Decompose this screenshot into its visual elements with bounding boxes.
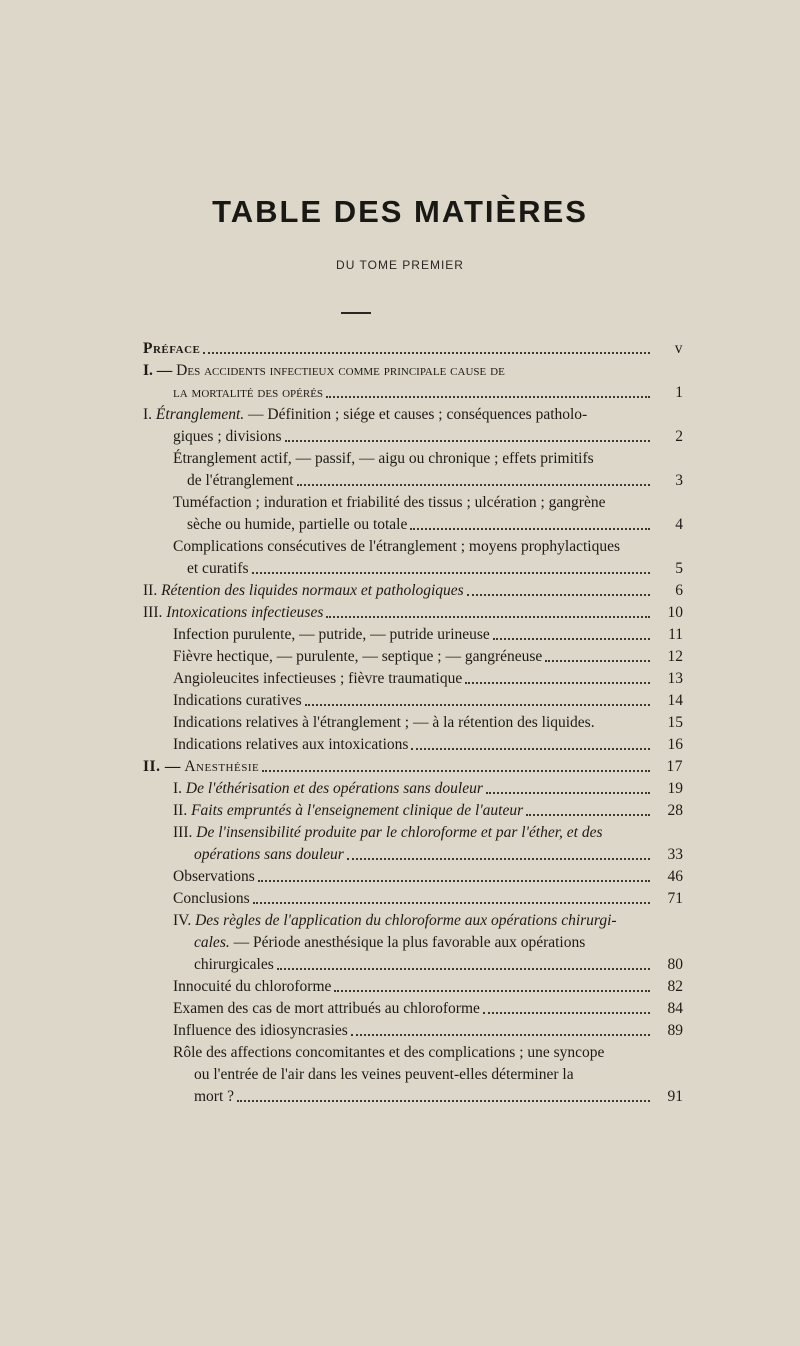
- toc-entry-fievre: Fièvre hectique, — purulente, — septique ; — gangréneuse 12: [173, 648, 683, 665]
- toc-entry-etranglement-line1: I. Étranglement. — Définition ; siége et causes ; conséquences patholo-: [143, 406, 588, 423]
- toc-entry-angioleucites: Angioleucites infectieuses ; fièvre traumatique 13: [173, 670, 683, 687]
- toc-entry-intoxications: III. Intoxications infectieuses 10: [143, 604, 683, 621]
- toc-entry-tumefaction-line1: Tuméfaction ; induration et friabilité des tissus ; ulcération ; gangrène: [173, 494, 606, 511]
- toc-part-1: la mortalité des opérés 1: [173, 384, 683, 401]
- toc-entry-complications-line1: Complications consécutives de l'étranglement ; moyens prophylactiques: [173, 538, 621, 555]
- toc-entry-indications-etranglement: Indications relatives à l'étranglement ; — à la rétention des liquides. 15: [173, 714, 683, 731]
- toc-entry-role-line2: ou l'entrée de l'air dans les veines peuvent-elles déterminer la: [194, 1066, 574, 1083]
- toc-entry-insensibilite-line1: III. De l'insensibilité produite par le chloroforme et par l'éther, et des: [173, 824, 603, 841]
- toc-entry-actif-line1: Étranglement actif, — passif, — aigu ou chronique ; effets primitifs: [173, 450, 594, 467]
- toc-entry-role-line1: Rôle des affections concomitantes et des complications ; une syncope: [173, 1044, 605, 1061]
- toc-entry-indications-intoxications: Indications relatives aux intoxications 16: [173, 736, 683, 753]
- toc-entry-conclusions: Conclusions 71: [173, 890, 683, 907]
- toc-entry-innocuite: Innocuité du chloroforme 82: [173, 978, 683, 995]
- toc-entry-observations: Observations 46: [173, 868, 683, 885]
- toc-entry-actif: de l'étranglement 3: [187, 472, 683, 489]
- toc-entry-role: mort ? 91: [194, 1088, 683, 1105]
- toc-entry-insensibilite: opérations sans douleur 33: [194, 846, 683, 863]
- toc-part-1-line1: I. — Des accidents infectieux comme principale cause de: [143, 362, 505, 379]
- toc-entry-tumefaction: sèche ou humide, partielle ou totale 4: [187, 516, 683, 533]
- page-title: TABLE DES MATIÈRES: [212, 194, 588, 229]
- toc-entry-complications: et curatifs 5: [187, 560, 683, 577]
- toc-entry-idiosyncrasies: Influence des idiosyncrasies 89: [173, 1022, 683, 1039]
- toc-entry-retention: II. Rétention des liquides normaux et pathologiques 6: [143, 582, 683, 599]
- toc-entry-infection: Infection purulente, — putride, — putride urineuse 11: [173, 626, 683, 643]
- table-of-contents: [143, 338, 683, 1108]
- toc-entry-regles: chirurgicales 80: [194, 956, 683, 973]
- toc-entry-regles-line2: cales. — Période anesthésique la plus favorable aux opérations: [194, 934, 586, 951]
- toc-entry-indications-curatives: Indications curatives 14: [173, 692, 683, 709]
- page-subtitle: DU TOME PREMIER: [336, 258, 464, 272]
- toc-entry-regles-line1: IV. Des règles de l'application du chloroforme aux opérations chirurgi-: [173, 912, 617, 929]
- toc-entry-etranglement: giques ; divisions 2: [173, 428, 683, 445]
- toc-part-2: II. — Anesthésie 17: [143, 758, 683, 775]
- toc-entry-preface: Préface v: [143, 340, 683, 357]
- toc-entry-etherisation: I. De l'éthérisation et des opérations sans douleur 19: [173, 780, 683, 797]
- toc-entry-faits: II. Faits empruntés à l'enseignement clinique de l'auteur 28: [173, 802, 683, 819]
- toc-entry-examen: Examen des cas de mort attribués au chloroforme 84: [173, 1000, 683, 1017]
- title-rule: [341, 312, 371, 314]
